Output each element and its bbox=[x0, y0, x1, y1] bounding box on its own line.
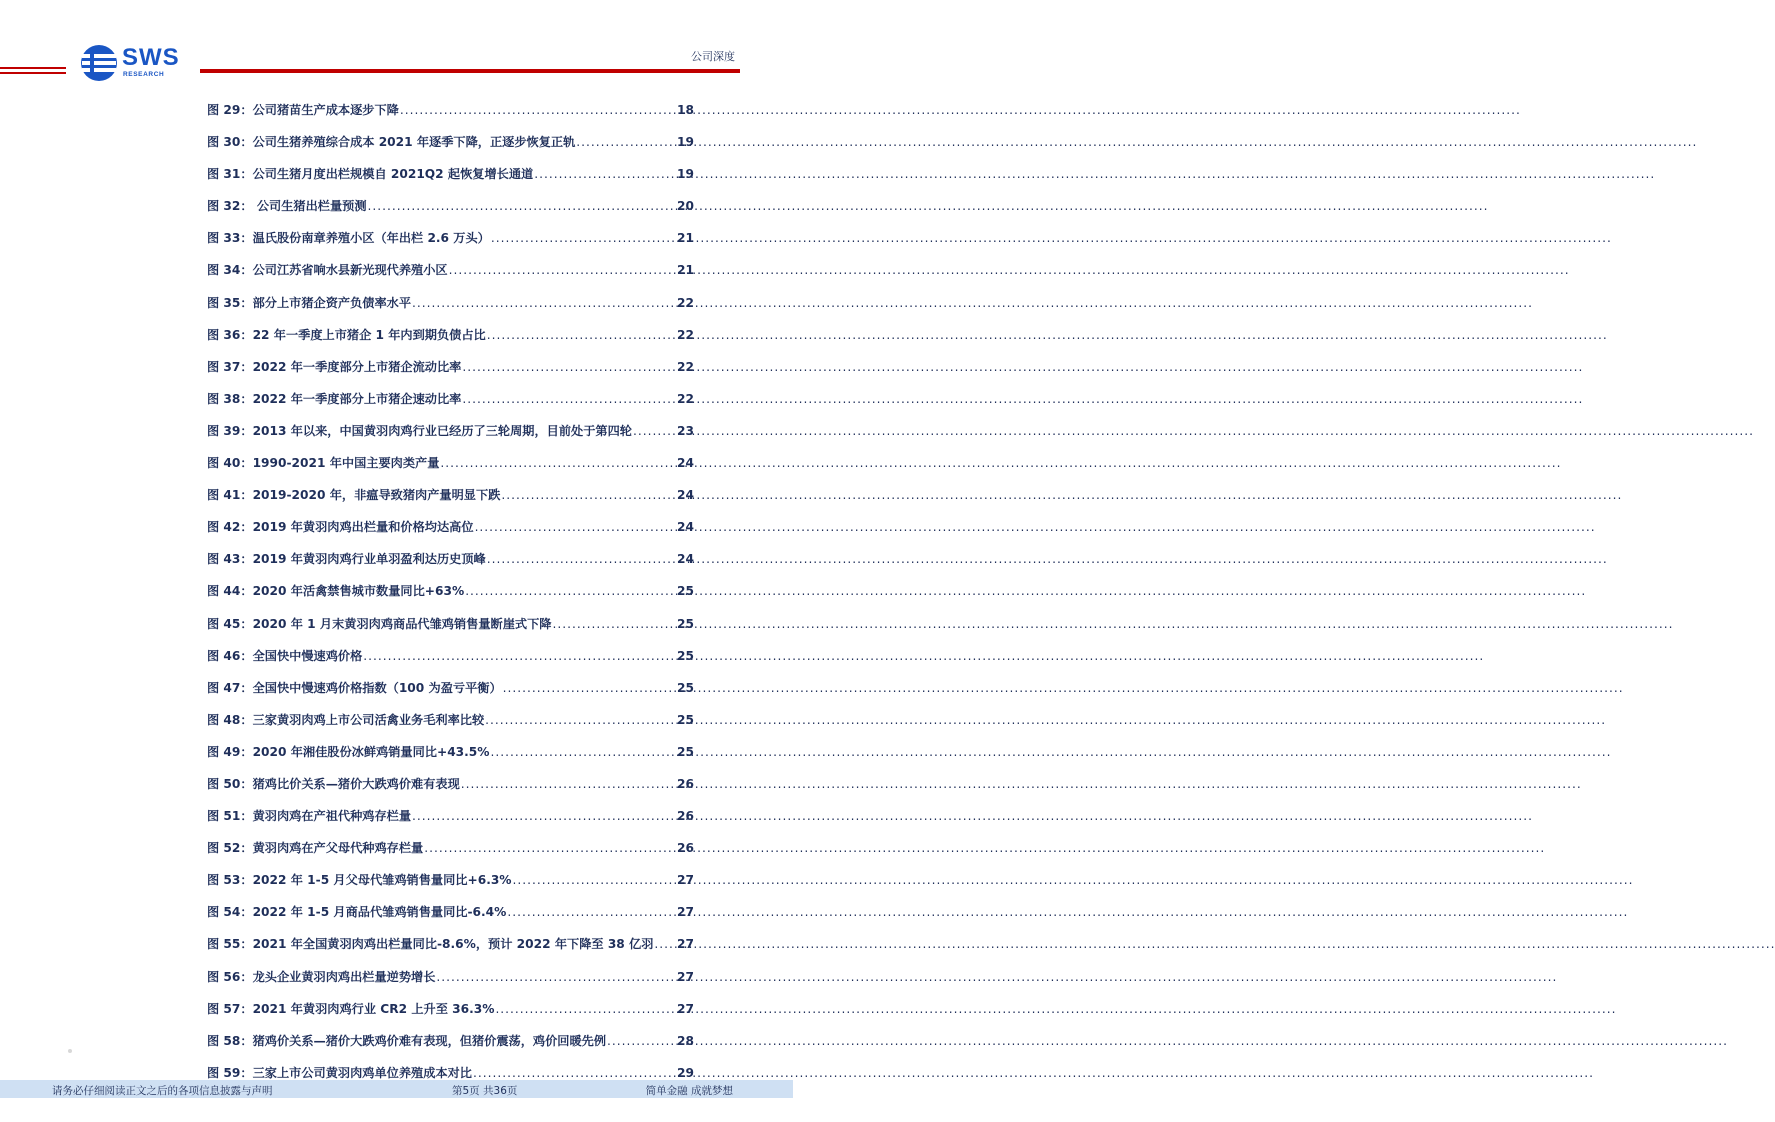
toc-entry[interactable] bbox=[207, 615, 694, 647]
toc-leader-dots bbox=[436, 970, 676, 984]
toc-entry[interactable] bbox=[207, 197, 694, 229]
toc-entry-page: 19 bbox=[677, 135, 694, 150]
toc-entry[interactable] bbox=[207, 486, 694, 518]
toc-entry-page: 24 bbox=[677, 520, 694, 535]
toc-leader-dots bbox=[465, 584, 676, 598]
toc-leader-dots bbox=[400, 103, 676, 117]
toc-entry-page: 22 bbox=[677, 295, 694, 310]
toc-entry-page: 19 bbox=[677, 167, 694, 182]
document-type-label: 公司深度 bbox=[691, 50, 735, 63]
toc-entry[interactable] bbox=[207, 101, 694, 133]
toc-entry-label: 图 38：2022 年一季度部分上市猪企速动比率 bbox=[207, 391, 462, 406]
footer-slogan: 简单金融 成就梦想 bbox=[645, 1085, 733, 1097]
toc-entry-page: 24 bbox=[677, 552, 694, 567]
toc-leader-dots bbox=[501, 488, 676, 502]
toc-leader-dots bbox=[363, 649, 676, 663]
toc-entry-page: 22 bbox=[677, 391, 694, 406]
toc-entry-page: 27 bbox=[677, 873, 694, 888]
toc-entry[interactable] bbox=[207, 711, 694, 743]
toc-entry[interactable] bbox=[207, 165, 694, 197]
toc-entry-label: 图 36：22 年一季度上市猪企 1 年内到期负债占比 bbox=[207, 327, 486, 342]
toc-leader-dots bbox=[534, 167, 676, 181]
toc-entry[interactable] bbox=[207, 1032, 694, 1064]
toc-entry-label: 图 40：1990-2021 年中国主要肉类产量 bbox=[207, 456, 440, 471]
toc-entry[interactable] bbox=[207, 775, 694, 807]
sws-logo-mark-icon bbox=[80, 44, 118, 82]
toc-entry[interactable] bbox=[207, 294, 694, 326]
toc-entry-page: 22 bbox=[677, 359, 694, 374]
toc-entry-label: 图 55：2021 年全国黄羽肉鸡出栏量同比-8.6%，预计 2022 年下降至 38 亿羽 bbox=[207, 937, 654, 952]
toc-entry-page: 18 bbox=[677, 103, 694, 117]
toc-entry-page: 23 bbox=[677, 423, 694, 438]
toc-leader-dots bbox=[633, 424, 676, 438]
toc-entry-page: 24 bbox=[677, 488, 694, 503]
toc-leader-dots bbox=[491, 231, 676, 245]
toc-entry-label: 图 29：公司猪苗生产成本逐步下降 bbox=[207, 103, 399, 117]
toc-leader-dots bbox=[473, 1066, 676, 1080]
toc-leader-dots bbox=[485, 713, 676, 727]
toc-leader-dots bbox=[576, 135, 676, 149]
toc-entry[interactable] bbox=[207, 807, 694, 839]
toc-entry[interactable] bbox=[207, 454, 694, 486]
toc-entry-label: 图 39：2013 年以来，中国黄羽肉鸡行业已经历了三轮周期，目前处于第四轮 bbox=[207, 423, 632, 438]
toc-leader-dots bbox=[475, 520, 676, 534]
toc-entry-page: 28 bbox=[677, 1033, 694, 1048]
toc-entry[interactable] bbox=[207, 1000, 694, 1032]
toc-entry-page: 25 bbox=[677, 680, 694, 695]
toc-entry-page: 27 bbox=[677, 937, 694, 952]
toc-leader-dots bbox=[495, 1002, 676, 1016]
toc-entry-page: 26 bbox=[677, 809, 694, 824]
toc-entry-page: 26 bbox=[677, 776, 694, 791]
toc-entry[interactable] bbox=[207, 229, 694, 261]
toc-entry-label: 图 50：猪鸡比价关系—猪价大跌鸡价难有表现 bbox=[207, 776, 460, 791]
toc-entry-label: 图 51：黄羽肉鸡在产祖代种鸡存栏量 bbox=[207, 809, 412, 824]
toc-entry[interactable] bbox=[207, 422, 694, 454]
toc-entry[interactable] bbox=[207, 582, 694, 614]
toc-leader-dots bbox=[440, 456, 676, 470]
toc-entry-page: 27 bbox=[677, 1001, 694, 1016]
toc-entry-label: 图 45：2020 年 1 月末黄羽肉鸡商品代雏鸡销售量断崖式下降 bbox=[207, 616, 552, 631]
toc-entry[interactable] bbox=[207, 743, 694, 775]
sws-logo bbox=[80, 44, 190, 84]
toc-entry-label: 图 52：黄羽肉鸡在产父母代种鸡存栏量 bbox=[207, 841, 424, 856]
logo-text: SWS bbox=[122, 44, 180, 71]
toc-entry-page: 20 bbox=[677, 199, 694, 214]
toc-entry-label: 图 47：全国快中慢速鸡价格指数（100 为盈亏平衡） bbox=[207, 680, 502, 695]
toc-entry-label: 图 49：2020 年湘佳股份冰鲜鸡销量同比+43.5% bbox=[207, 744, 490, 759]
toc-entry-label: 图 46：全国快中慢速鸡价格 bbox=[207, 648, 363, 663]
footer-page-info: 第5页 共36页 bbox=[452, 1085, 518, 1097]
toc-entry[interactable] bbox=[207, 839, 694, 871]
toc-entry-label: 图 57：2021 年黄羽肉鸡行业 CR2 上升至 36.3% bbox=[207, 1001, 495, 1016]
toc-leader-dots bbox=[507, 905, 676, 919]
toc-entry-label: 图 48：三家黄羽肉鸡上市公司活禽业务毛利率比较 bbox=[207, 712, 485, 727]
toc-entry-page: 27 bbox=[677, 969, 694, 984]
toc-leader-dots bbox=[487, 552, 676, 566]
toc-leader-dots bbox=[449, 263, 676, 277]
toc-entry-label: 图 59：三家上市公司黄羽肉鸡单位养殖成本对比 bbox=[207, 1065, 472, 1080]
toc-entry[interactable] bbox=[207, 358, 694, 390]
toc-entry-page: 25 bbox=[677, 712, 694, 727]
toc-leader-dots bbox=[424, 841, 676, 855]
toc-entry-page: 26 bbox=[677, 841, 694, 856]
toc-entry-page: 25 bbox=[677, 744, 694, 759]
toc-entry-label: 图 53：2022 年 1-5 月父母代雏鸡销售量同比+6.3% bbox=[207, 873, 512, 888]
logo-subtext: RESEARCH bbox=[123, 71, 165, 78]
toc-leader-dots bbox=[487, 328, 676, 342]
toc-entry-page: 21 bbox=[677, 231, 694, 246]
toc-entry-page: 21 bbox=[677, 263, 694, 278]
header-rule-left-top bbox=[0, 67, 66, 69]
toc-entry-page: 25 bbox=[677, 584, 694, 599]
toc-entry-label: 图 35：部分上市猪企资产负债率水平 bbox=[207, 295, 412, 310]
toc-entry-page: 24 bbox=[677, 456, 694, 471]
toc-leader-dots bbox=[462, 360, 676, 374]
toc-entry-label: 图 31：公司生猪月度出栏规模自 2021Q2 起恢复增长通道 bbox=[207, 167, 534, 182]
toc-entry[interactable] bbox=[207, 871, 694, 903]
toc-entry[interactable] bbox=[207, 968, 694, 1000]
toc-entry[interactable] bbox=[207, 550, 694, 582]
toc-entry-page: 27 bbox=[677, 905, 694, 920]
figure-table-of-contents bbox=[207, 101, 694, 1096]
toc-leader-dots bbox=[412, 296, 676, 310]
toc-entry-label: 图 44：2020 年活禽禁售城市数量同比+63% bbox=[207, 584, 465, 599]
toc-entry[interactable] bbox=[207, 518, 694, 550]
toc-leader-dots bbox=[552, 617, 676, 631]
margin-dot bbox=[68, 1049, 72, 1053]
toc-entry[interactable] bbox=[207, 903, 694, 935]
toc-leader-dots bbox=[503, 681, 676, 695]
header-rule-left-bottom bbox=[0, 72, 66, 74]
toc-entry-page: 29 bbox=[677, 1065, 694, 1080]
toc-entry-label: 图 54：2022 年 1-5 月商品代雏鸡销售量同比-6.4% bbox=[207, 905, 507, 920]
toc-entry[interactable] bbox=[207, 326, 694, 358]
toc-leader-dots bbox=[462, 392, 676, 406]
toc-entry[interactable] bbox=[207, 133, 694, 165]
toc-entry-label: 图 42：2019 年黄羽肉鸡出栏量和价格均达高位 bbox=[207, 520, 474, 535]
toc-entry-label: 图 33：温氏股份南章养殖小区（年出栏 2.6 万头） bbox=[207, 231, 490, 246]
toc-entry[interactable] bbox=[207, 261, 694, 293]
toc-entry-label: 图 41：2019-2020 年，非瘟导致猪肉产量明显下跌 bbox=[207, 488, 501, 503]
toc-entry-label: 图 58：猪鸡价关系—猪价大跌鸡价难有表现，但猪价震荡，鸡价回暖先例 bbox=[207, 1033, 607, 1048]
toc-entry-label: 图 56：龙头企业黄羽肉鸡出栏量逆势增长 bbox=[207, 969, 436, 984]
toc-leader-dots bbox=[607, 1034, 676, 1048]
toc-entry-label: 图 37：2022 年一季度部分上市猪企流动比率 bbox=[207, 359, 462, 374]
toc-leader-dots bbox=[513, 873, 677, 887]
toc-entry-label: 图 34：公司江苏省响水县新光现代养殖小区 bbox=[207, 263, 448, 278]
toc-entry-page: 25 bbox=[677, 616, 694, 631]
toc-leader-dots bbox=[412, 809, 676, 823]
toc-leader-dots bbox=[368, 199, 677, 213]
toc-leader-dots bbox=[654, 937, 676, 951]
toc-entry[interactable] bbox=[207, 390, 694, 422]
toc-leader-dots bbox=[461, 777, 676, 791]
toc-leader-dots bbox=[490, 745, 676, 759]
toc-entry-label: 图 43：2019 年黄羽肉鸡行业单羽盈利达历史顶峰 bbox=[207, 552, 486, 567]
toc-entry[interactable] bbox=[207, 679, 694, 711]
toc-entry[interactable] bbox=[207, 935, 694, 967]
header-rule-right bbox=[200, 69, 740, 73]
toc-entry-page: 25 bbox=[677, 648, 694, 663]
toc-entry-page: 22 bbox=[677, 327, 694, 342]
toc-entry-label: 图 30：公司生猪养殖综合成本 2021 年逐季下降，正逐步恢复正轨 bbox=[207, 135, 576, 150]
footer-disclaimer: 请务必仔细阅读正文之后的各项信息披露与声明 bbox=[52, 1085, 273, 1097]
toc-entry-label: 图 32： 公司生猪出栏量预测 bbox=[207, 199, 367, 214]
toc-entry[interactable] bbox=[207, 647, 694, 679]
